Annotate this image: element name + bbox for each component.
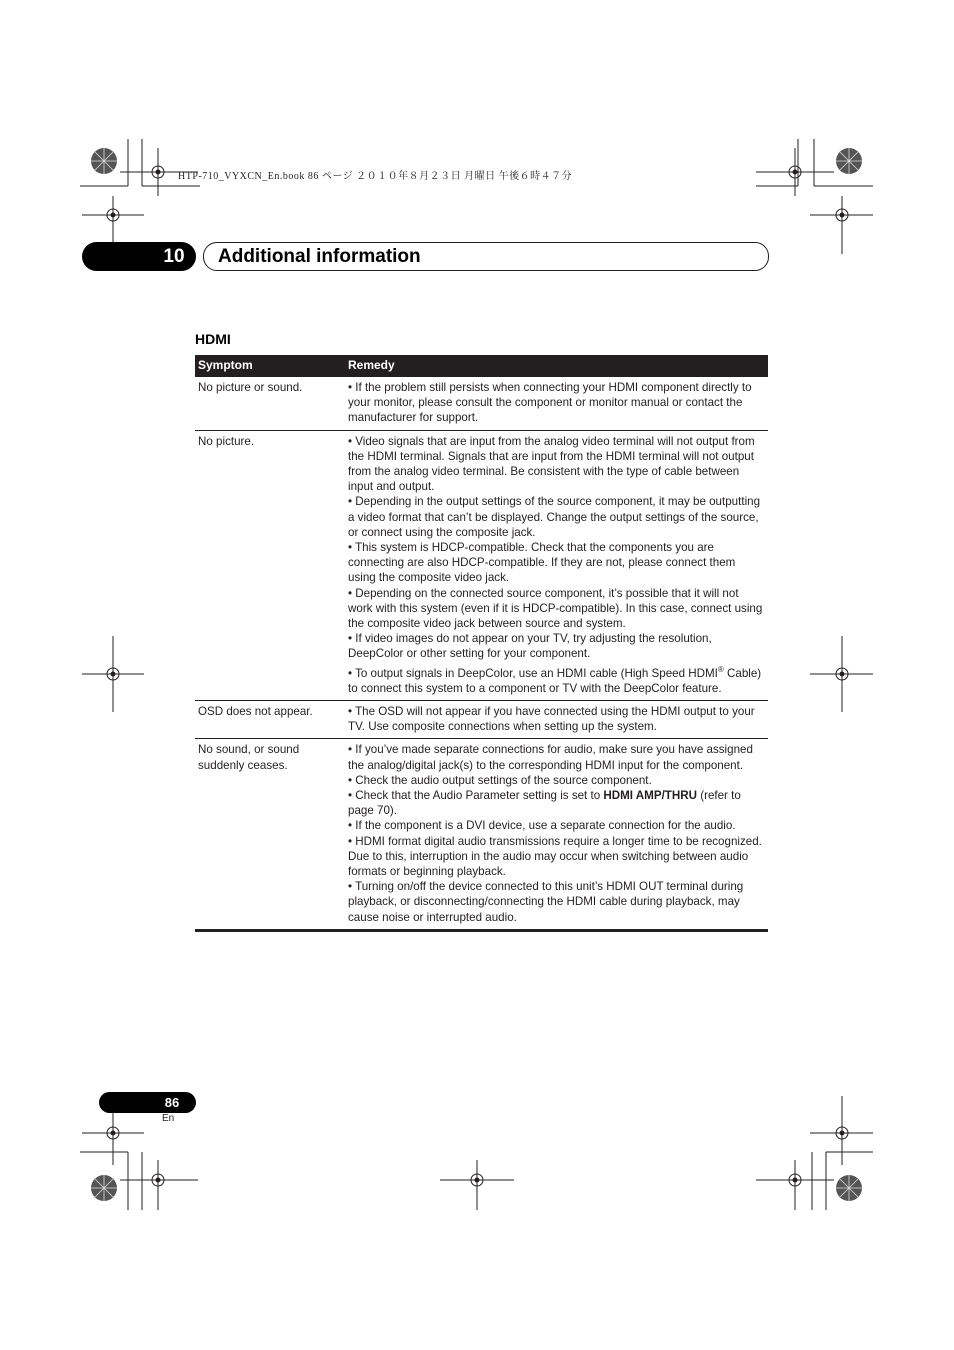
remedy-item: • If the problem still persists when connecting your HDMI component directly to your monitor, please consult the component or monitor manual or contact the manufacturer for support. — [348, 381, 752, 425]
remedy-item: • Depending on the connected source component, it’s possible that it will not work with this system (even if it is HDCP-compatible). In this case, connect using the composite video jack between source and system. — [348, 586, 763, 631]
page-number: 86 — [164, 1095, 180, 1110]
section-title: HDMI — [195, 331, 231, 347]
chapter-title: Additional information — [218, 246, 421, 267]
remedy-text: Cable) to connect this system to a component or TV with the DeepColor feature. — [348, 666, 762, 695]
remedy-cell — [345, 430, 768, 700]
remedy-item: • Depending in the output settings of the source component, it may be outputting a video format that can’t be displayed. Change the output settings of the source, or connect using the composite jack. — [348, 495, 761, 539]
chapter-number: 10 — [163, 246, 185, 267]
page-language: En — [162, 1113, 175, 1124]
column-header-remedy: Remedy — [345, 355, 768, 377]
remedy-item: • If video images do not appear on your TV, try adjusting the resolution, DeepColor or other setting for your component. — [348, 632, 712, 661]
remedy-item: • Turning on/off the device connected to this unit’s HDMI OUT terminal during playback, or disconnecting/connecting the HDMI cable during playback, may cause noise or interrupted audio. — [348, 880, 744, 924]
remedy-item: • This system is HDCP-compatible. Check that the components you are connecting are also HDCP-compatible. If they are not, please connect them using the composite video jack. — [348, 541, 736, 585]
print-header: HTP-710_VYXCN_En.book 86 ページ ２０１０年８月２３日 月曜日 午後６時４７分 — [178, 171, 573, 182]
table-row — [195, 430, 768, 700]
remedy-item: • Video signals that are input from the analog video terminal will not output from the HDMI terminal. Signals that are input from the HDMI terminal will not output from the analog video terminal. Be consistent with the type of cable between input and output. — [348, 434, 755, 494]
remedy-text: (refer to page 70). — [348, 788, 741, 818]
symptom-cell: No picture or sound. — [195, 377, 345, 430]
remedy-cell — [345, 739, 768, 930]
symptom-cell: No sound, or sound suddenly ceases. — [195, 739, 345, 930]
table-row — [195, 377, 768, 430]
remedy-item: • If the component is a DVI device, use a separate connection for the audio. — [348, 819, 736, 833]
troubleshooting-table — [195, 355, 768, 932]
remedy-item: • Check the audio output settings of the source component. — [348, 773, 652, 787]
remedy-item — [348, 788, 765, 818]
remedy-item — [348, 662, 765, 696]
remedy-item: • HDMI format digital audio transmissions require a longer time to be recognized. Due to this, interruption in the audio may occur when switching between audio formats or beginning playback. — [348, 834, 762, 878]
column-header-symptom: Symptom — [195, 355, 345, 377]
symptom-cell: No picture. — [195, 430, 345, 700]
table-row — [195, 700, 768, 738]
symptom-cell: OSD does not appear. — [195, 700, 345, 738]
remedy-cell — [345, 700, 768, 738]
chapter-title-box — [203, 242, 769, 271]
remedy-cell — [345, 377, 768, 430]
table-row — [195, 739, 768, 930]
registered-mark: ® — [717, 664, 724, 674]
remedy-item: • If you’ve made separate connections for audio, make sure you have assigned the analog/digital jack(s) to the corresponding HDMI input for the component. — [348, 743, 753, 772]
remedy-text: • To output signals in DeepColor, use an HDMI cable (High Speed HDMI — [348, 666, 718, 680]
remedy-text: • Check that the Audio Parameter setting is set to — [348, 788, 604, 802]
remedy-item: • The OSD will not appear if you have connected using the HDMI output to your TV. Use composite connections when setting up the system. — [348, 704, 755, 734]
table-header-row — [195, 355, 768, 377]
setting-name: HDMI AMP/THRU — [603, 788, 697, 802]
